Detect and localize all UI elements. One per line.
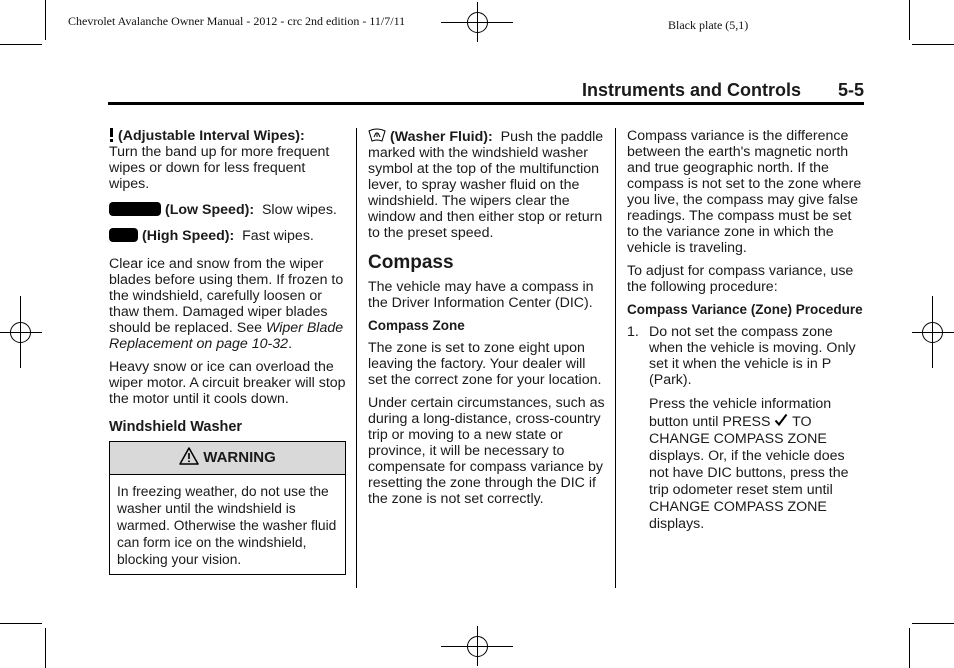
crop-mark-bottom-left-v [45,628,46,668]
compass-zone-paragraph: The zone is set to zone eight upon leaving the factory. Your dealer will set the correct zone for your location. [368,340,602,388]
warning-header [110,442,345,475]
column-divider-2 [615,128,616,588]
washer-fluid-label: (Washer Fluid): [390,129,493,145]
step-press-text-a: Press the vehicle information button until PRESS [649,396,832,430]
clear-ice-end: . [288,336,293,352]
plate-label: Black plate (5,1) [668,18,749,32]
warning-text: In freezing weather, do not use the washer until the windshield is warmed. Otherwise the washer fluid can form ice on the windshield, blocking your vision. [117,484,337,567]
low-speed-text: Slow wipes. [261,202,337,218]
compass-paragraph: The vehicle may have a compass in the Driver Information Center (DIC). [368,279,594,311]
clear-ice-paragraph [109,256,349,352]
section-title: Instruments and Controls [582,80,802,100]
crop-mark-top-left-v [45,0,46,40]
column-2 [368,128,606,514]
header-rule [108,102,864,105]
step-press-text [649,396,867,533]
column-divider-1 [356,128,357,588]
circumstances-paragraph: Under certain circumstances, such as during a long-distance, cross-country trip or moving to a new state or province, it will be necessary to compensate for compass variance by resetting the zone through the DIC if the zone is not set correctly. [368,395,605,507]
page-number: 5-5 [837,80,864,100]
procedure-steps [627,324,867,533]
crop-mark-top-right-v [909,0,910,40]
variance-paragraph: Compass variance is the difference between the earth's magnetic north and true geographic north. If the compass is not set to the zone where you live, the compass may give false readings. The compass must be set to the variance zone in which the vehicle is traveling. [627,128,862,256]
interval-wipe-icon [109,128,114,142]
column-3 [627,128,867,540]
crop-mark-bottom-left-h [0,623,42,624]
crop-mark-top-right-h [912,44,954,45]
crop-mark-bottom-right-h [912,623,954,624]
windshield-washer-heading: Windshield Washer [109,419,243,435]
registration-mark-top [441,2,513,42]
step-press-text-b: TO CHANGE COMPASS ZONE displays. Or, if the vehicle does not have DIC buttons, press the trip odometer reset stem until CHANGE COMPASS ZONE displays. [649,414,849,532]
high-speed-label: (High Speed): [142,228,235,244]
section-header [108,80,864,102]
washer-fluid-icon [368,128,386,142]
clear-ice-text: Clear ice and snow from the wiper blades before using them. If frozen to the windshield, carefully loosen or thaw them. Damaged wiper blades should be replaced. See [109,256,344,336]
low-speed-label: (Low Speed): [165,202,255,218]
procedure-step [627,324,867,533]
warning-title: WARNING [203,449,276,466]
heavy-snow-paragraph: Heavy snow or ice can overload the wiper motor. A circuit breaker will stop the motor until it cools down. [109,359,346,407]
high-speed-paragraph [109,228,349,244]
column-1 [109,128,349,575]
high-speed-text: Fast wipes. [242,228,314,244]
crop-mark-bottom-right-v [909,628,910,668]
registration-mark-right [912,296,954,368]
washer-fluid-paragraph [368,128,606,241]
registration-mark-bottom [441,626,513,666]
procedure-heading: Compass Variance (Zone) Procedure [627,302,863,317]
high-speed-icon [109,228,138,242]
adjust-paragraph: To adjust for compass variance, use the following procedure: [627,263,854,295]
wiper-blade-reference-link[interactable]: Wiper Blade Replacement on page 10-32 [109,320,344,352]
step-text: Do not set the compass zone when the vehicle is moving. Only set it when the vehicle is in P (Park). [649,324,856,388]
washer-fluid-text: Push the paddle marked with the windshield washer symbol at the top of the multifunction lever, to spray washer fluid on the windshield. The wipers clear the window and then either stop or return to the preset speed. [368,129,604,241]
compass-heading: Compass [368,252,454,273]
compass-zone-heading: Compass Zone [368,318,465,333]
warning-box [109,441,346,575]
crop-mark-top-left-h [0,44,42,45]
checkmark-icon [774,413,788,427]
low-speed-icon [109,202,161,216]
adjustable-wipes-label: (Adjustable Interval Wipes): [118,128,305,144]
adjustable-wipes-text: Turn the band up for more frequent wipes or down for less frequent wipes. [109,144,330,192]
step-number: 1. [627,324,639,340]
adjustable-wipes-paragraph [109,128,349,192]
registration-mark-left [0,296,42,368]
warning-triangle-icon [179,447,199,465]
plate-title: Chevrolet Avalanche Owner Manual - 2012 - crc 2nd edition - 11/7/11 [68,14,406,28]
low-speed-paragraph [109,202,349,218]
